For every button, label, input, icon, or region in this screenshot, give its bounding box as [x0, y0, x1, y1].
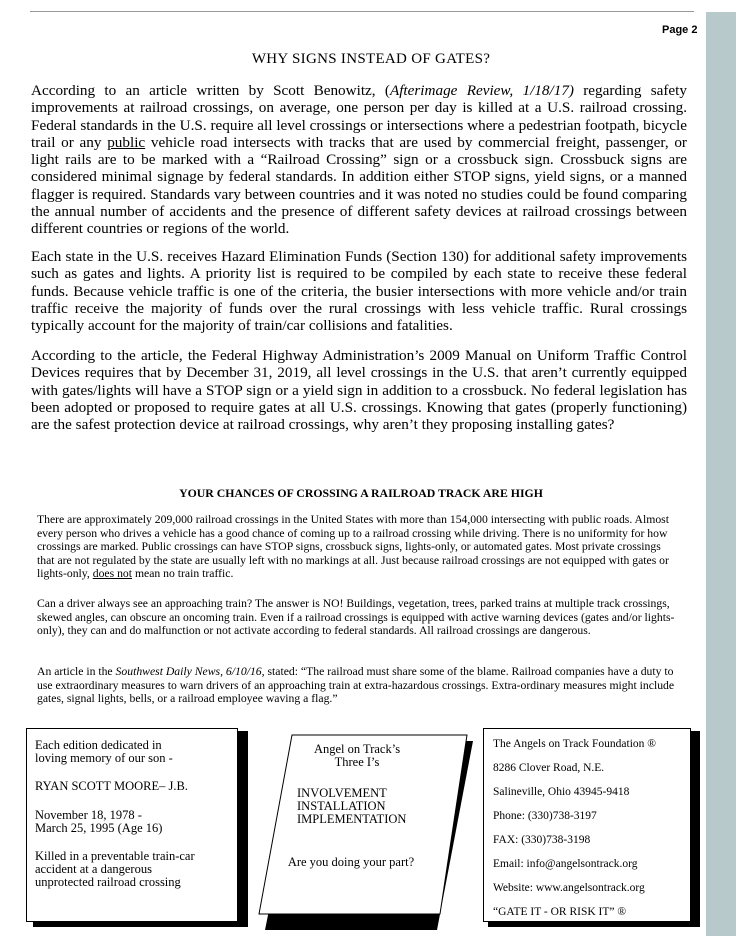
article-paragraph-1	[31, 82, 687, 238]
website-address: Website: www.angelsontrack.org	[493, 882, 645, 894]
text: There are approximately 209,000 railroad crossings in the United States with more than 154,000 intersecting with public roads. Almost every person who drives a vehicle has a good chance of coming up to a railroad crossing while driving. There is no uniformity for how crossings are marked. Public crossings can have STOP signs, crossbuck signs, lights-only, or automated gates. Most private crossings that are not regulated by the state are usually left with no markings at all. Just because railroad crossings are not equipped with gates or lights-only,	[37, 513, 669, 580]
memorial-cause: Killed in a preventable train-car accident at a dangerous unprotected railroad crossing	[35, 849, 195, 889]
email-address: Email: info@angelsontrack.org	[493, 858, 638, 870]
article-title: WHY SIGNS INSTEAD OF GATES?	[251, 51, 491, 67]
text: mean no train traffic.	[132, 567, 234, 580]
section-paragraph-3	[37, 665, 677, 706]
contact-box	[483, 728, 691, 922]
text: According to an article written by Scott Benowitz, (	[31, 82, 390, 99]
source-citation: Southwest Daily News, 6/10/16,	[115, 665, 265, 678]
memorial-box	[26, 728, 238, 922]
article-paragraph-3: According to the article, the Federal Highway Administration’s 2009 Manual on Uniform Traffic Control Devices requires that by December 31, 2019, all level crossings in the U.S. that aren’t currently equipped with gates/lights will have a STOP sign or a yield sign in addition to a crossbuck. No federal legislation has been adopted or proposed to require gates at all U.S. crossings. Knowing that gates (properly functioning) are the safest protection device at railroad crossings, why aren’t they proposing installing gates?	[31, 347, 687, 434]
section-paragraph-2: Can a driver always see an approaching train? The answer is NO! Buildings, vegetation, trees, parked trains at multiple track crossings, skewed angles, can obscure an oncoming train. Even if a railroad crossings is equipped with active warning devices (gates and/or lights-only), they can and do malfunction or not activate according to federal standards. All railroad crossings are dangerous.	[37, 597, 675, 637]
text: stated: “The railroad must share some of the blame. Railroad companies have a duty to use extraordinary measures to warn drivers of an approaching train at extra-hazardous crossings. Extra-ordinary measures might include gates, signal lights, bells, or a railroad employee waving a flag.”	[37, 665, 675, 705]
text: regarding safety improvements at railroad crossings, on average, one person per day is killed at a U.S. railroad crossing. Federal standards in the U.S. require all level crossings or intersections where a pedestrian footpath, bicycle trail or any	[31, 82, 687, 151]
three-is-list: INVOLVEMENT INSTALLATION IMPLEMENTATION	[297, 786, 407, 826]
top-rule	[30, 11, 694, 12]
underlined-word: public	[107, 133, 146, 151]
page-number: Page 2	[662, 24, 698, 36]
phone-number: Phone: (330)738-3197	[493, 810, 597, 822]
section-title: YOUR CHANCES OF CROSSING A RAILROAD TRACK ARE HIGH	[179, 486, 543, 500]
street-address: 8286 Clover Road, N.E.	[493, 762, 605, 774]
angel-question: Are you doing your part?	[287, 855, 415, 869]
side-accent-bar	[706, 12, 736, 936]
fax-number: FAX: (330)738-3198	[493, 834, 591, 846]
org-name: The Angels on Track Foundation ®	[493, 738, 657, 750]
source-citation: Afterimage Review, 1/18/17)	[389, 82, 574, 99]
underlined-phrase: does not	[92, 567, 133, 580]
memorial-name: RYAN SCOTT MOORE– J.B.	[35, 779, 188, 793]
text: vehicle road intersects with tracks that are used by commercial freight, passenger, or light rails are to be marked with a “Railroad Crossing” sign or a crossbuck sign. Crossbuck signs are considered minimal signage by federal standards. In addition either STOP signs, yield signs, or a manned flagger is required. Standards vary between countries and it was noted no studies could be found comparing the annual number of accidents and the presence of different safety devices at railroad crossings between different countries or regions of the world.	[31, 133, 687, 238]
angel-title: Angel on Track’s Three I’s	[313, 742, 401, 769]
city-address: Salineville, Ohio 43945-9418	[493, 786, 630, 798]
section-paragraph-1	[37, 513, 677, 581]
memorial-dates: November 18, 1978 - March 25, 1995 (Age 16)	[35, 808, 163, 835]
dedication-text: Each edition dedicated in loving memory of our son -	[35, 738, 173, 765]
text: An article in the	[37, 665, 116, 678]
slogan: “GATE IT - OR RISK IT” ®	[493, 906, 627, 918]
angel-three-is-box	[257, 733, 477, 930]
article-paragraph-2: Each state in the U.S. receives Hazard Elimination Funds (Section 130) for additional safety improvements such as gates and lights. A priority list is required to be compiled by each state to receive these federal funds. Because vehicle traffic is one of the criteria, the busier intersections with more vehicle and/or train traffic receive the majority of funds over the rural crossings with less vehicle traffic. Rural crossings typically account for the majority of train/car collisions and fatalities.	[31, 248, 687, 335]
